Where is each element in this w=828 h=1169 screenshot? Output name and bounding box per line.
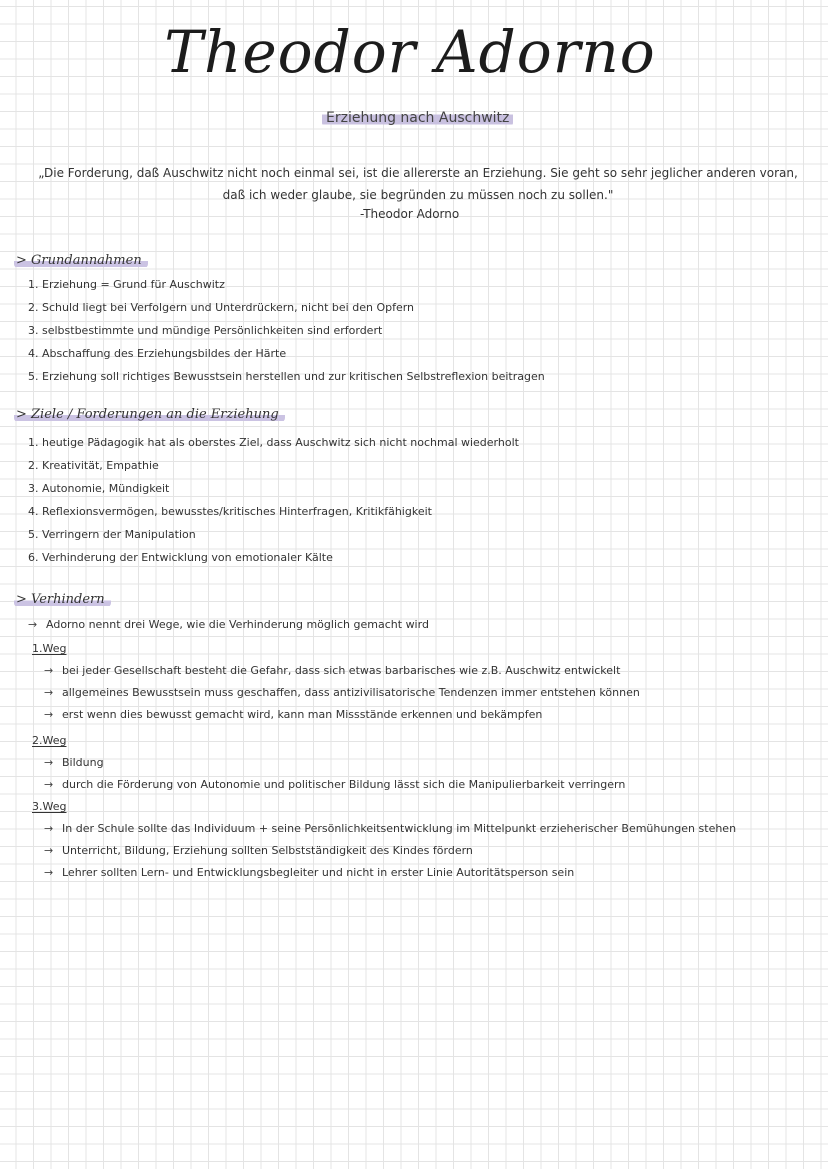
quote-author: -Theodor Adorno xyxy=(360,207,460,221)
list-item: 1. heutige Pädagogik hat als oberstes Ziel, dass Auschwitz sich nicht nochmal wiederholt xyxy=(28,436,519,449)
list-item: 4. Reflexionsvermögen, bewusstes/kritisches Hinterfragen, Kritikfähigkeit xyxy=(28,505,432,518)
section-heading-label: > Ziele / Forderungen an die Erziehung xyxy=(14,407,285,422)
section-heading-verhindern xyxy=(14,592,111,607)
arrow-icon: → xyxy=(28,618,38,631)
list-item: 1. Erziehung = Grund für Auschwitz xyxy=(28,278,225,291)
weg-3-points xyxy=(44,818,736,884)
weg-label-2: 2.Weg xyxy=(32,734,67,747)
arrow-icon: → xyxy=(44,778,54,791)
list-ziele xyxy=(28,431,519,569)
weg-label-3: 3.Weg xyxy=(32,800,67,813)
list-item: 3. selbstbestimmte und mündige Persönlichkeiten sind erfordert xyxy=(28,324,383,337)
list-item: → In der Schule sollte das Individuum + seine Persönlichkeitsentwicklung im Mittelpunkt erzieherischer Bemühungen stehen xyxy=(44,818,736,840)
list-item: 5. Verringern der Manipulation xyxy=(28,528,196,541)
list-item: 2. Schuld liegt bei Verfolgern und Unterdrückern, nicht bei den Opfern xyxy=(28,301,415,314)
arrow-icon: → xyxy=(44,866,54,879)
list-item: 5. Erziehung soll richtiges Bewusstsein herstellen und zur kritischen Selbstreflexion beitragen xyxy=(28,370,545,383)
section-heading-grundannahmen xyxy=(14,253,148,268)
list-item: → erst wenn dies bewusst gemacht wird, kann man Missstände erkennen und bekämpfen xyxy=(44,704,640,726)
list-grundannahmen xyxy=(28,273,545,388)
verhindern-intro xyxy=(28,618,429,631)
arrow-icon: → xyxy=(44,822,54,835)
section-heading-ziele xyxy=(14,407,285,422)
arrow-icon: → xyxy=(44,844,54,857)
list-item: → Unterricht, Bildung, Erziehung sollten Selbstständigkeit des Kindes fördern xyxy=(44,840,736,862)
section-heading-label: > Verhindern xyxy=(14,592,111,607)
list-item: 2. Kreativität, Empathie xyxy=(28,459,159,472)
weg-label-1: 1.Weg xyxy=(32,642,67,655)
list-item: → allgemeines Bewusstsein muss geschaffen, dass antizivilisatorische Tendenzen immer entstehen können xyxy=(44,682,640,704)
page-title: Theodor Adorno xyxy=(164,18,656,86)
weg-2-points xyxy=(44,752,625,796)
list-item: → Lehrer sollten Lern- und Entwicklungsbegleiter und nicht in erster Linie Autoritätsperson sein xyxy=(44,862,736,884)
section-heading-label: > Grundannahmen xyxy=(14,253,148,268)
quote-text: „Die Forderung, daß Auschwitz nicht noch einmal sei, ist die allererste an Erziehung. Sie geht so sehr jeglicher anderen voran, daß ich weder glaube, sie begründen zu müssen noch zu sollen." xyxy=(38,166,798,202)
arrow-icon: → xyxy=(44,756,54,769)
weg-1-points xyxy=(44,660,640,726)
page-subtitle: Erziehung nach Auschwitz xyxy=(322,110,513,126)
list-item: → bei jeder Gesellschaft besteht die Gefahr, dass sich etwas barbarisches wie z.B. Auschwitz entwickelt xyxy=(44,660,640,682)
list-item: 6. Verhinderung der Entwicklung von emotionaler Kälte xyxy=(28,551,333,564)
arrow-icon: → xyxy=(44,686,54,699)
arrow-icon: → xyxy=(44,664,54,677)
list-item: → Bildung xyxy=(44,752,625,774)
intro-text: Adorno nennt drei Wege, wie die Verhinderung möglich gemacht wird xyxy=(46,618,429,631)
list-item: 3. Autonomie, Mündigkeit xyxy=(28,482,170,495)
list-item: → durch die Förderung von Autonomie und politischer Bildung lässt sich die Manipulierbarkeit verringern xyxy=(44,774,625,796)
arrow-icon: → xyxy=(44,708,54,721)
list-item: 4. Abschaffung des Erziehungsbildes der Härte xyxy=(28,347,287,360)
